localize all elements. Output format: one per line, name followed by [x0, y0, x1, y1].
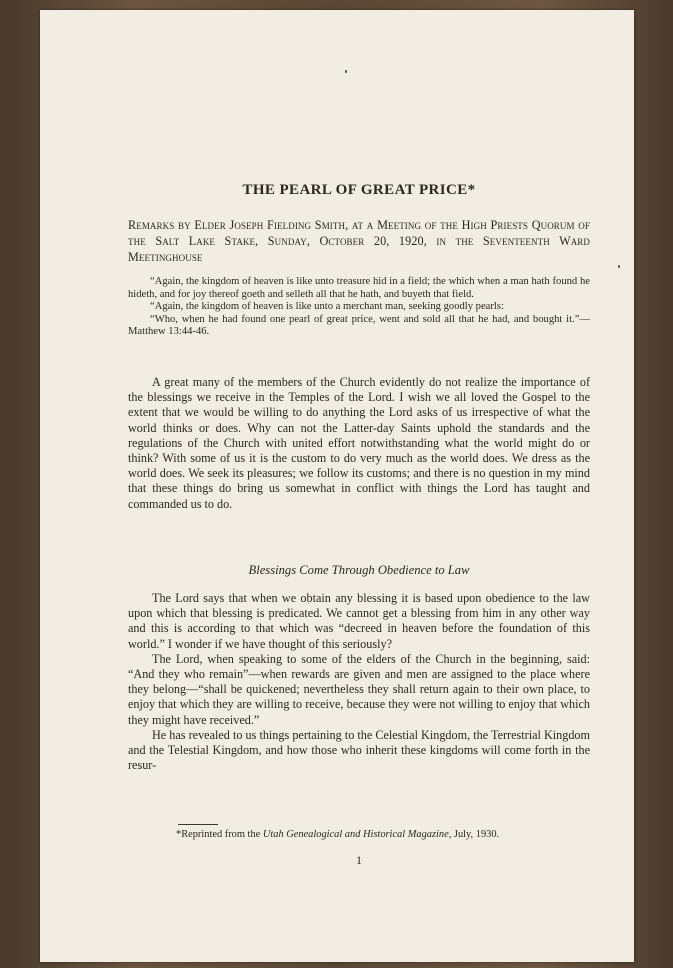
- footnote-prefix: *Reprinted from the: [176, 829, 263, 840]
- section-body: [128, 591, 590, 773]
- paper-speck: [618, 265, 620, 268]
- quote-paragraph: “Again, the kingdom of heaven is like unto a merchant man, seeking goodly pearls:: [150, 301, 504, 312]
- article-title: THE PEARL OF GREAT PRICE*: [242, 182, 476, 198]
- body-paragraph: A great many of the members of the Church evidently do not realize the importance of the blessings we receive in the Temples of the Lord. I wish we all loved the Gospel to the extent that we would be willing to do anything the Lord asks of us irrespective of what the world thinks or does. Why can not the Latter-day Saints uphold the standards and the regulations of the Church with united effort notwithstanding what the world might do or think? With some of us it is the custom to do very much as the world does. We dress as the world does. We seek its pleasures; we follow its customs; and there is no question in my mind that these things do bring us somewhat in conflict with things the Lord has taught and commanded us to do.: [128, 375, 590, 511]
- page-number: 1: [356, 853, 362, 867]
- body-paragraph-intro: [128, 375, 590, 512]
- footnote-rule: [178, 824, 218, 825]
- footnote: [176, 828, 590, 842]
- body-paragraph: The Lord, when speaking to some of the elders of the Church in the beginning, said: “And they who remain”—when rewards are given and men are assigned to the place where they belong—“shall be quickened; nevertheless they shall return again to their own place, to enjoy that which they are willing to receive, because they were not willing to enjoy that which they might have received.”: [128, 651, 590, 727]
- quote-paragraph: “Who, when he had found one pearl of great price, went and sold all that he had, and bought it.”—Matthew 13:44-46.: [128, 313, 590, 337]
- body-paragraph: He has revealed to us things pertaining to the Celestial Kingdom, the Terrestrial Kingdom and the Telestial Kingdom, and how those who inherit these kingdoms will come forth in the resur-: [128, 727, 590, 773]
- scripture-quote: [128, 276, 590, 339]
- footnote-magazine: Utah Genealogical and Historical Magazine,: [262, 829, 452, 840]
- document-page: [40, 10, 634, 962]
- article-subtitle: Remarks by Elder Joseph Fielding Smith, at a Meeting of the High Priests Quorum of the Salt Lake Stake, Sunday, October 20, 1920, in the Seventeenth Ward Meetinghouse: [128, 218, 590, 264]
- footnote-suffix: July, 1930.: [451, 829, 500, 840]
- section-heading: Blessings Come Through Obedience to Law: [248, 563, 470, 577]
- body-paragraph: The Lord says that when we obtain any blessing it is based upon obedience to the law upon which that blessing is predicated. We cannot get a blessing from him in any other way and this is according to that which was “decreed in heaven before the foundation of this world.” I wonder if we have thought of this seriously?: [128, 591, 590, 651]
- quote-paragraph: “Again, the kingdom of heaven is like unto treasure hid in a field; the which when a man hath found he hideth, and for joy thereof goeth and selleth all that he hath, and buyeth that field.: [128, 276, 590, 300]
- paper-speck: [345, 70, 347, 73]
